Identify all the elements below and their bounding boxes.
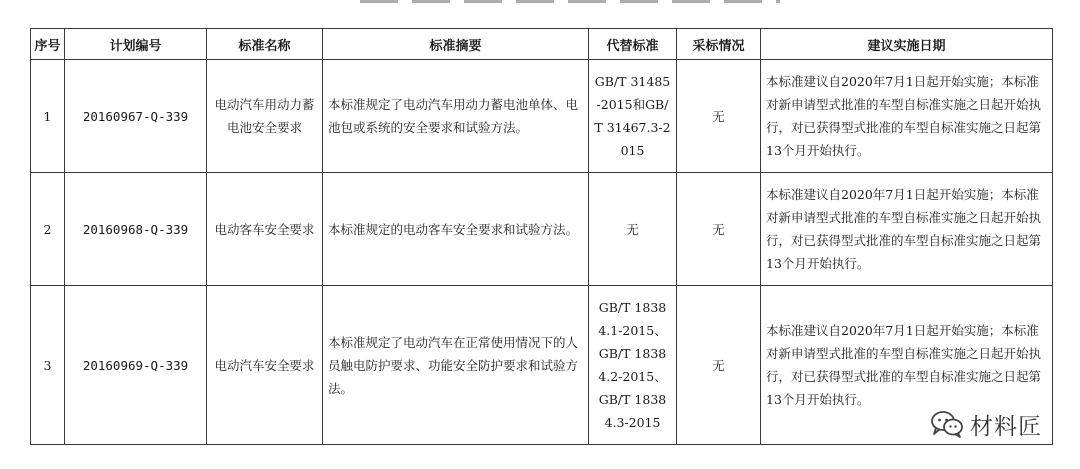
header-abstract: 标准摘要	[323, 29, 589, 60]
header-seq: 序号	[31, 29, 65, 60]
cell-plan-code: 20160968-Q-339	[65, 173, 207, 286]
cell-adoption: 无	[677, 173, 761, 286]
cropped-title-remnant	[360, 0, 780, 3]
cell-seq: 3	[31, 286, 65, 445]
cell-plan-code: 20160967-Q-339	[65, 60, 207, 173]
cell-seq: 1	[31, 60, 65, 173]
cell-replaces: GB/T 18384.1-2015、GB/T 18384.2-2015、GB/T 18384.3-2015	[589, 286, 677, 445]
cell-replaces: GB/T 31485-2015和GB/T 31467.3-2015	[589, 60, 677, 173]
cell-implementation-date: 本标准建议自2020年7月1日起开始实施；本标准对新申请型式批准的车型自标准实施之日起开始执行，对已获得型式批准的车型自标准实施之日起第13个月开始执行。	[761, 173, 1053, 286]
cell-abstract: 本标准规定了电动汽车用动力蓄电池单体、电池包或系统的安全要求和试验方法。	[323, 60, 589, 173]
cell-adoption: 无	[677, 286, 761, 445]
table-row	[31, 60, 1053, 173]
cell-seq: 2	[31, 173, 65, 286]
cell-standard-name: 电动汽车安全要求	[207, 286, 323, 445]
cell-abstract: 本标准规定了电动汽车在正常使用情况下的人员触电防护要求、功能安全防护要求和试验方法。	[323, 286, 589, 445]
cell-implementation-date: 本标准建议自2020年7月1日起开始实施；本标准对新申请型式批准的车型自标准实施之日起开始执行，对已获得型式批准的车型自标准实施之日起第13个月开始执行。	[761, 60, 1053, 173]
table-row	[31, 173, 1053, 286]
wechat-logo-icon	[930, 409, 964, 439]
header-standard-name: 标准名称	[207, 29, 323, 60]
standards-table	[30, 28, 1053, 445]
cell-adoption: 无	[677, 60, 761, 173]
watermark	[930, 404, 1042, 444]
cell-replaces: 无	[589, 173, 677, 286]
header-replaces: 代替标准	[589, 29, 677, 60]
header-plan-code: 计划编号	[65, 29, 207, 60]
cell-abstract: 本标准规定的电动客车安全要求和试验方法。	[323, 173, 589, 286]
cell-standard-name: 电动汽车用动力蓄电池安全要求	[207, 60, 323, 173]
watermark-text: 材料匠	[970, 413, 1042, 440]
cell-implementation-date: 本标准建议自2020年7月1日起开始实施；本标准对新申请型式批准的车型自标准实施之日起开始执行，对已获得型式批准的车型自标准实施之日起第13个月开始执行。	[761, 286, 1053, 445]
header-adoption: 采标情况	[677, 29, 761, 60]
table-row	[31, 286, 1053, 445]
header-implementation-date: 建议实施日期	[761, 29, 1053, 60]
table-header-row	[31, 29, 1053, 60]
cell-standard-name: 电动客车安全要求	[207, 173, 323, 286]
cell-plan-code: 20160969-Q-339	[65, 286, 207, 445]
